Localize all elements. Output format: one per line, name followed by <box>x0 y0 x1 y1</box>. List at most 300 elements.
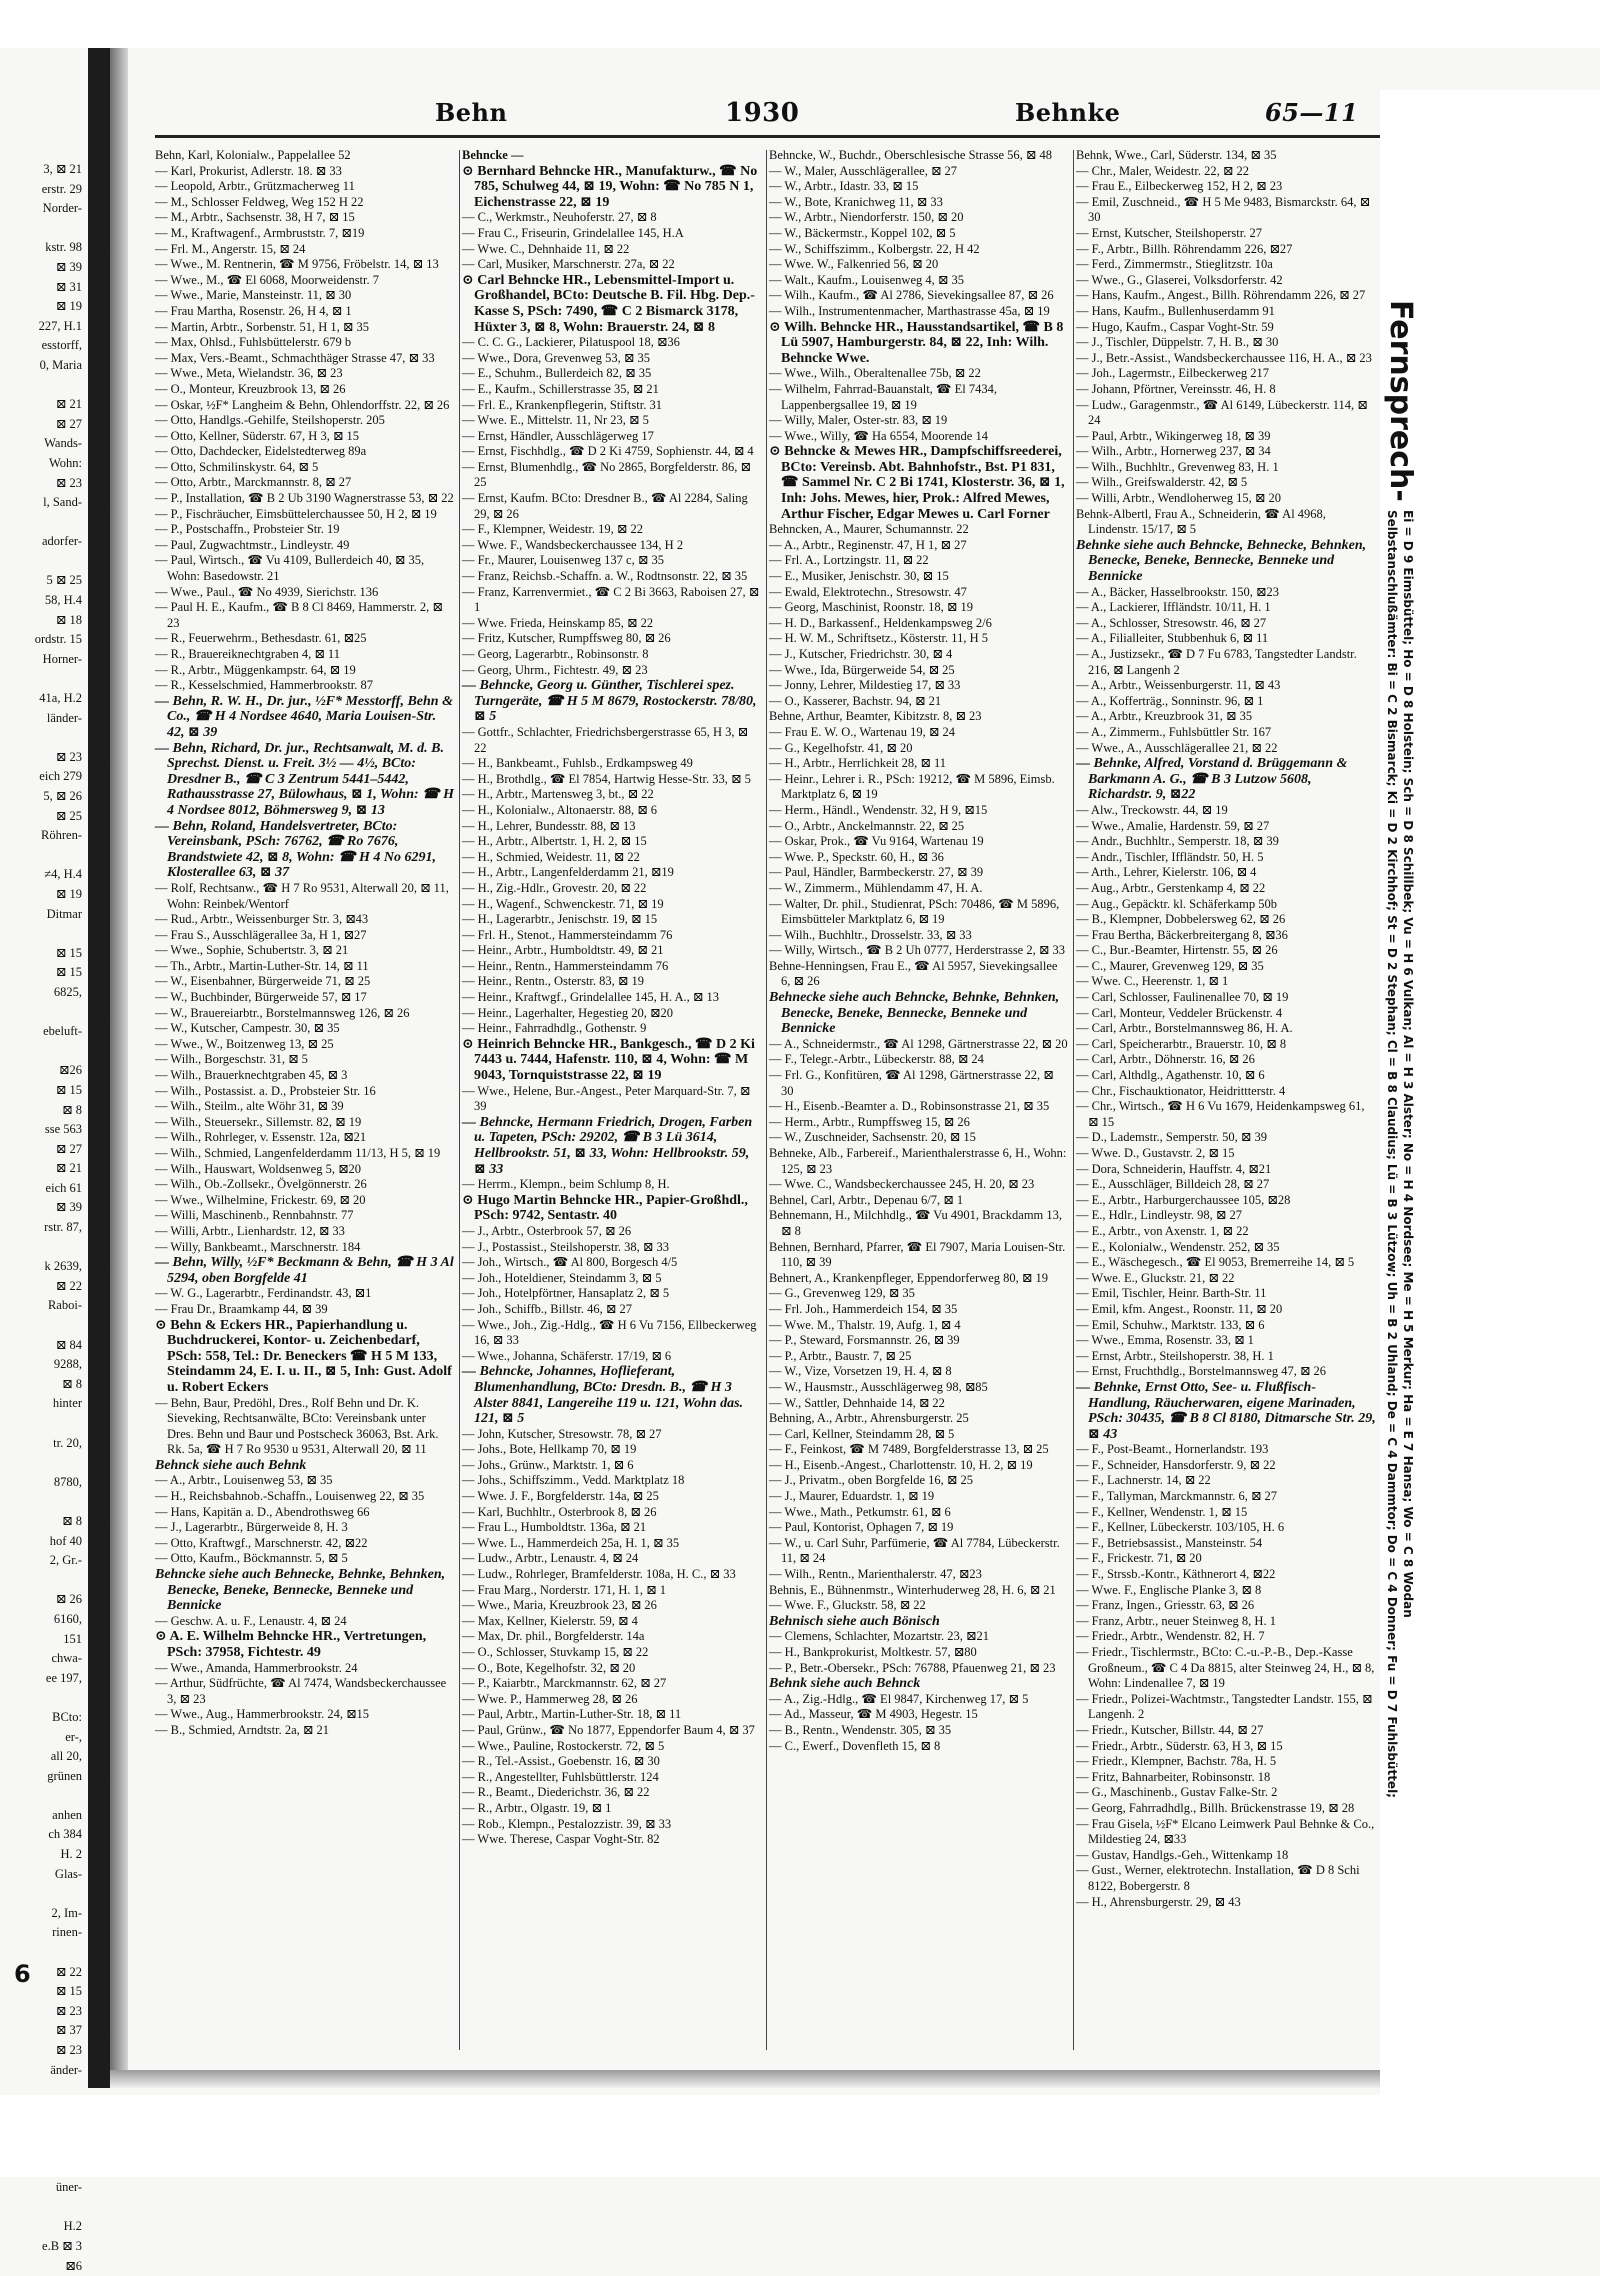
directory-entry: — Walt., Kaufm., Louisenweg 4, ⊠ 35 <box>769 272 964 287</box>
directory-entry: — Dora, Schneiderin, Hauffstr. 4, ⊠21 <box>1076 1161 1272 1176</box>
left-page-fragment-line: ⊠ 39 <box>55 1200 82 1215</box>
directory-entry: — Frau Marg., Norderstr. 171, H. 1, ⊠ 1 <box>462 1582 666 1597</box>
left-page-fragment-line: ⊠ 21 <box>55 397 82 412</box>
directory-entry: — Heinr., Lehrer i. R., PSch: 19212, ☎ M 5896, Eimsb. Marktplatz 6, ⊠ 19 <box>769 771 1055 802</box>
directory-entry: — F., Frickestr. 71, ⊠ 20 <box>1076 1551 1202 1566</box>
directory-column-3 <box>769 148 1069 2053</box>
directory-entry: — Carl, Althdlg., Agathenstr. 10, ⊠ 6 <box>1076 1068 1265 1083</box>
directory-entry: — E., Wäschegesch., ☎ El 9053, Bremerreihe 14, ⊠ 5 <box>1076 1255 1355 1270</box>
directory-entry: — Fr., Maurer, Louisenweg 137 c, ⊠ 35 <box>462 553 664 568</box>
directory-entry: — Herm., Händl., Wendenstr. 32, H 9, ⊠15 <box>769 802 988 817</box>
directory-entry: — Ludw., Garagenmstr., ☎ Al 6149, Lübeckerstr. 114, ⊠ 24 <box>1076 397 1368 428</box>
directory-column-4 <box>1076 148 1376 2053</box>
directory-entry: — Hans, Kaufm., Angest., Billh. Röhrendamm 226, ⊠ 27 <box>1076 288 1366 303</box>
directory-entry: — Aug., Gepäcktr. kl. Schäferkamp 50b <box>1076 896 1277 911</box>
directory-entry: — Wilh., Ob.-Zollsekr., Övelgönnerstr. 26 <box>155 1177 367 1192</box>
directory-entry: — Ludw., Arbtr., Lenaustr. 4, ⊠ 24 <box>462 1551 639 1566</box>
directory-entry: — Wilhelm, Fahrrad-Bauanstalt, ☎ El 7434, Lappenbergsallee 19, ⊠ 19 <box>769 381 997 412</box>
left-page-fragment-line: ⊠ 15 <box>55 945 82 960</box>
directory-entry: — Wilh., Kaufm., ☎ Al 2786, Sievekingsallee 87, ⊠ 26 <box>769 288 1054 303</box>
left-page-fragment-line <box>0 1414 86 1434</box>
directory-entry: — H., Bankbeamt., Fuhlsb., Erdkampsweg 49 <box>462 756 693 771</box>
left-page-fragment-line: üner- <box>55 2180 82 2195</box>
left-page-fragment-line: grünen <box>47 1768 82 1783</box>
left-page-fragment-line <box>0 1943 86 1963</box>
directory-entry: Behnck siehe auch Behnk <box>155 1457 307 1473</box>
side-strip-line: Selbstanschlußämter: Bi = C 2 Bismarck; Ki = D 2 Kirchhof; St = D 2 Stephan; Cl = B 8 Claudius; Lü = B 3 Lützow; Uh = B 2 Uhland; De = C 4 Dammtor; Do = C 4 Donner; Fu = D 7 Fuhlsbüttel; <box>1385 510 1399 1798</box>
directory-entry: — Clemens, Schlachter, Mozartstr. 23, ⊠21 <box>769 1629 990 1644</box>
directory-entry: — Frl. H., Stenot., Hammersteindamm 76 <box>462 927 673 942</box>
left-page-fragment-line <box>0 1884 86 1904</box>
directory-entry: — A., Lackierer, Iffländstr. 10/11, H. 1 <box>1076 600 1271 615</box>
directory-entry: — Wwe., A., Ausschlägerallee 21, ⊠ 22 <box>1076 740 1278 755</box>
left-page-fragment-line: änder- <box>50 2062 82 2077</box>
directory-entry: — J., Postassist., Steilshoperstr. 38, ⊠ 33 <box>462 1239 670 1254</box>
directory-entry: — O., Arbtr., Anckelmannstr. 22, ⊠ 25 <box>769 818 965 833</box>
directory-entry: — P., Fischräucher, Eimsbüttelerchaussee 50, H 2, ⊠ 19 <box>155 506 437 521</box>
directory-entry: — Arth., Lehrer, Kielerstr. 106, ⊠ 4 <box>1076 865 1257 880</box>
directory-entry: — W., Kutscher, Campestr. 30, ⊠ 35 <box>155 1021 340 1036</box>
left-page-fragment-line: 9288, <box>53 1357 82 1372</box>
directory-entry: — Carl, Arbtr., Borstelmannsweg 86, H. A. <box>1076 1021 1293 1036</box>
directory-entry: — G., Kegelhofstr. 41, ⊠ 20 <box>769 740 913 755</box>
directory-entry: — Wilh., Hauswart, Woldsenweg 5, ⊠20 <box>155 1161 362 1176</box>
left-page-fragment-line: k 2639, <box>44 1259 82 1274</box>
directory-entry: — Franz, Ingen., Griesstr. 63, ⊠ 26 <box>1076 1598 1255 1613</box>
directory-entry: — Emil, Tischler, Heinr. Barth-Str. 11 <box>1076 1286 1267 1301</box>
directory-entry: — W., Brauereiarbtr., Borstelmannsweg 126, ⊠ 26 <box>155 1005 410 1020</box>
directory-entry: — Behncke, Georg u. Günther, Tischlerei spez. Turngeräte, ☎ H 5 M 8679, Rostockerstr. 78/80, ⊠ 5 <box>462 678 757 725</box>
directory-entry: — Wilh., Buchhltr., Drosselstr. 33, ⊠ 33 <box>769 927 972 942</box>
left-page-fragment-line: 6160, <box>53 1611 82 1626</box>
column-divider <box>766 150 767 2050</box>
left-page-fragment-line: ⊠ 23 <box>55 2043 82 2057</box>
directory-entry: — Wwe. C., Dehnhaide 11, ⊠ 22 <box>462 241 630 256</box>
directory-entry: — Oskar, Prok., ☎ Vu 9164, Wartenau 19 <box>769 834 984 849</box>
directory-entry: — Franz, Reichsb.-Schaffn. a. W., Rodtnsonstr. 22, ⊠ 35 <box>462 569 748 584</box>
left-page-fragment-line: 58, H.4 <box>44 593 82 608</box>
directory-entry: — Wwe., Meta, Wielandstr. 36, ⊠ 23 <box>155 366 343 381</box>
column-divider <box>459 150 460 2050</box>
left-page-fragment-line: e.B ⊠ 3 <box>42 2238 82 2253</box>
left-page-fragment-line: chwa- <box>51 1651 82 1666</box>
directory-entry: Behnemann, H., Milchhdlg., ☎ Vu 4901, Brackdamm 13, ⊠ 8 <box>769 1208 1063 1238</box>
directory-entry: — Paul, Kontorist, Ophagen 7, ⊠ 19 <box>769 1520 954 1535</box>
directory-entry: — Alw., Treckowstr. 44, ⊠ 19 <box>1076 802 1228 817</box>
directory-entry: — Carl, Arbtr., Döhnerstr. 16, ⊠ 26 <box>1076 1052 1255 1067</box>
directory-entry: — Willi, Arbtr., Wendloherweg 15, ⊠ 20 <box>1076 491 1282 506</box>
directory-entry: — O., Monteur, Kreuzbrook 13, ⊠ 26 <box>155 381 346 396</box>
directory-entry: — Paul H. E., Kaufm., ☎ B 8 Cl 8469, Hammerstr. 2, ⊠ 23 <box>155 600 443 630</box>
left-page-fragment-line: H.2 <box>63 2219 82 2234</box>
directory-entry: — Ernst, Arbtr., Steilshoperstr. 38, H. 1 <box>1076 1348 1274 1363</box>
directory-entry: — Max, Vers.-Beamt., Schmachthäger Strasse 47, ⊠ 33 <box>155 350 435 365</box>
left-page-fragment-line: l, Sand- <box>43 495 82 510</box>
directory-entry: — Ferd., Zimmermstr., Stieglitzstr. 10a <box>1076 257 1273 272</box>
directory-entry: — Georg, Uhrm., Fichtestr. 49, ⊠ 23 <box>462 662 648 677</box>
directory-entry: — E., Arbtr., Harburgerchaussee 105, ⊠28 <box>1076 1192 1291 1207</box>
left-page-fragment-line: BCto: <box>52 1709 82 1724</box>
directory-entry: — Behncke, Johannes, Hoflieferant, Blumenhandlung, BCto: Dresdn. B., ☎ H 3 Alster 8841, Langereihe 119 u. 121, Wohn das. 121, ⊠ 5 <box>462 1364 744 1427</box>
directory-entry: — Joh., Lagermstr., Eilbeckerweg 217 <box>1076 366 1270 381</box>
directory-entry: — Wwe., W., Boitzenweg 13, ⊠ 25 <box>155 1036 334 1051</box>
directory-entry: — J., Kutscher, Friedrichstr. 30, ⊠ 4 <box>769 647 953 661</box>
directory-entry: — F., Kellner, Wendenstr. 1, ⊠ 15 <box>1076 1504 1248 1519</box>
directory-entry: — A., Arbtr., Kreuzbrook 31, ⊠ 35 <box>1076 709 1253 724</box>
directory-entry: — H., Eisenb.-Angest., Charlottenstr. 10, H. 2, ⊠ 19 <box>769 1457 1033 1472</box>
left-page-fragment-line: ch 384 <box>48 1827 82 1842</box>
directory-entry: Behne, Arthur, Beamter, Kibitzstr. 8, ⊠ 23 <box>769 709 982 724</box>
directory-entry: — Wwe., Maria, Kreuzbrook 23, ⊠ 26 <box>462 1598 657 1613</box>
left-page-fragment-line: ⊠ 25 <box>55 808 82 823</box>
directory-entry: — Chr., Maler, Weidestr. 22, ⊠ 22 <box>1076 163 1249 178</box>
left-page-number: 6 <box>14 1960 31 1988</box>
directory-entry: — Karl, Prokurist, Adlerstr. 18. ⊠ 33 <box>155 163 342 178</box>
directory-entry: — Paul, Arbtr., Martin-Luther-Str. 18, ⊠ 11 <box>462 1707 682 1722</box>
directory-entry: — Heinr., Rentn., Osterstr. 83, ⊠ 19 <box>462 974 644 989</box>
directory-entry: — A., Justizsekr., ☎ D 7 Fu 6783, Tangstedter Landstr. 216, ⊠ Langenh 2 <box>1076 647 1357 677</box>
directory-entry: — Wwe., Wilhelmine, Frickestr. 69, ⊠ 20 <box>155 1192 366 1207</box>
directory-entry: — Carl, Musiker, Marschnerstr. 27a, ⊠ 22 <box>462 257 675 272</box>
left-page-fragment-line: anhen <box>52 1807 82 1822</box>
directory-entry: — A., Kofferträg., Sonninstr. 96, ⊠ 1 <box>1076 693 1264 708</box>
left-page-fragment-line: Norder- <box>42 201 82 216</box>
directory-entry: Behnert, A., Krankenpfleger, Eppendorferweg 80, ⊠ 19 <box>769 1270 1048 1285</box>
left-page-fragment-line: ⊠ 27 <box>55 1141 82 1156</box>
directory-entry: — Wilh., Postassist. a. D., Probsteier Str. 16 <box>155 1083 376 1098</box>
directory-entry: — Carl, Kellner, Steindamm 28, ⊠ 5 <box>769 1426 955 1441</box>
directory-entry: — E., Schuhm., Bullerdeich 82, ⊠ 35 <box>462 366 652 381</box>
directory-entry: — Heinr., Arbtr., Humboldtstr. 49, ⊠ 21 <box>462 943 664 958</box>
directory-entry: — Frau Dr., Braamkamp 44, ⊠ 39 <box>155 1301 328 1316</box>
directory-entry: — Wwe., Amalie, Hardenstr. 59, ⊠ 27 <box>1076 818 1270 833</box>
directory-entry: ⊙ Hugo Martin Behncke HR., Papier-Großhdl., PSch: 9742, Sentastr. 40 <box>462 1192 748 1224</box>
directory-entry: — Frl. Joh., Hammerdeich 154, ⊠ 35 <box>769 1301 958 1316</box>
directory-entry: — John, Kutscher, Stresowstr. 78, ⊠ 27 <box>462 1426 662 1441</box>
directory-entry: — Wwe. E., Gluckstr. 21, ⊠ 22 <box>1076 1270 1235 1285</box>
left-page-fragment-line: kstr. 98 <box>45 240 82 255</box>
directory-entry: — Wwe., Helene, Bur.-Angest., Peter Marquard-Str. 7, ⊠ 39 <box>462 1083 751 1114</box>
left-page-fragment-line: ⊠ 37 <box>55 2023 82 2038</box>
directory-entry: — F., Schneider, Hansdorferstr. 9, ⊠ 22 <box>1076 1457 1276 1472</box>
directory-entry: — Th., Arbtr., Martin-Luther-Str. 14, ⊠ 11 <box>155 958 369 973</box>
directory-entry: — P., Steward, Forsmannstr. 26, ⊠ 39 <box>769 1333 960 1348</box>
directory-entry: — Heinr., Kraftwgf., Grindelallee 145, H. A., ⊠ 13 <box>462 990 719 1005</box>
directory-entry: — E., Kaufm., Schillerstrasse 35, ⊠ 21 <box>462 381 659 396</box>
directory-entry: — H., Schmied, Weidestr. 11, ⊠ 22 <box>462 849 640 864</box>
left-page-fragment-line <box>0 513 86 533</box>
directory-entry: — R., Arbtr., Olgastr. 19, ⊠ 1 <box>462 1800 612 1815</box>
directory-entry: — Wwe. E., Mittelstr. 11, Nr 23, ⊠ 5 <box>462 413 649 428</box>
directory-entry: — Franz, Arbtr., neuer Steinweg 8, H. 1 <box>1076 1613 1276 1628</box>
directory-entry: — A., Arbtr., Weissenburgerstr. 11, ⊠ 43 <box>1076 678 1281 693</box>
directory-entry: Behnk siehe auch Behnck <box>769 1676 921 1692</box>
directory-entry: — Wwe. W., Falkenried 56, ⊠ 20 <box>769 257 939 272</box>
directory-entry: — Otto, Dachdecker, Eidelstedterweg 89a <box>155 444 367 459</box>
directory-entry: Behnk-Albertl, Frau A., Schneiderin, ☎ Al 4968, Lindenstr. 15/17, ⊠ 5 <box>1076 506 1326 537</box>
left-page-fragment-line: 5 ⊠ 25 <box>46 573 82 588</box>
left-page-fragment-line: Röhren- <box>41 828 82 843</box>
directory-entry: — G., Maschinenb., Gustav Falke-Str. 2 <box>1076 1785 1278 1800</box>
directory-entry: — Ludw., Rohrleger, Bramfelderstr. 108a, H. C., ⊠ 33 <box>462 1567 736 1582</box>
directory-entry: — Behnke, Ernst Otto, See- u. Flußfisch-Handlung, Räucherwaren, eigene Marinaden, PSch: 30435, ☎ B 8 Cl 8180, Ditmarsche Str. 29, ⊠ 43 <box>1076 1379 1376 1442</box>
directory-entry: — F., Kellner, Lübeckerstr. 103/105, H. 6 <box>1076 1520 1285 1535</box>
left-page-fragment-line: Raboi- <box>47 1298 82 1313</box>
left-page-fragment-line <box>0 1492 86 1512</box>
directory-entry: — Wwe. J. F., Borgfelderstr. 14a, ⊠ 25 <box>462 1489 659 1504</box>
directory-entry: — Wwe. F., Wandsbeckerchaussee 134, H 2 <box>462 537 684 552</box>
directory-entry: — Willi, Maschinenb., Rennbahnstr. 77 <box>155 1208 354 1223</box>
directory-entry: — Ewald, Elektrotechn., Stresowstr. 47 <box>769 584 967 599</box>
directory-entry: — W., Maler, Ausschlägerallee, ⊠ 27 <box>769 163 958 178</box>
directory-entry: — Behn, R. W. H., Dr. jur., ½F* Messtorff, Behn & Co., ☎ H 4 Nordsee 4640, Maria Louisen-Str. 42, ⊠ 39 <box>155 693 453 740</box>
directory-entry: — Frau Martha, Rosenstr. 26, H 4, ⊠ 1 <box>155 303 352 318</box>
directory-entry: — Wilh., Steuersekr., Sillemstr. 82, ⊠ 19 <box>155 1114 362 1129</box>
directory-entry: — Behnke, Alfred, Vorstand d. Brüggemann & Barkmann A. G., ☎ B 3 Lutzow 5608, Richardstr. 9, ⊠22 <box>1076 756 1348 803</box>
directory-entry: — Johs., Schiffszimm., Vedd. Marktplatz 18 <box>462 1473 685 1488</box>
left-page-fragment-line <box>0 2198 86 2218</box>
page-header <box>155 98 1380 134</box>
left-page-fragment-line: ⊠ 22 <box>55 1964 82 1979</box>
left-page-fragment-line: ⊠ 21 <box>55 1161 82 1176</box>
left-page-fragment-line: ⊠ 31 <box>55 279 82 294</box>
left-page-fragment-line: eich 61 <box>45 1180 82 1195</box>
directory-entry: — H., Kolonialw., Altonaerstr. 88, ⊠ 6 <box>462 802 658 817</box>
directory-entry: — Jonny, Lehrer, Mildestieg 17, ⊠ 33 <box>769 678 961 693</box>
scan-margin-top <box>0 0 1600 48</box>
left-page-fragment-line: hof 40 <box>49 1533 82 1548</box>
directory-entry: — Geschw. A. u. F., Lenaustr. 4, ⊠ 24 <box>155 1613 347 1628</box>
directory-entry: — Wwe., Johanna, Schäferstr. 17/19, ⊠ 6 <box>462 1348 672 1363</box>
directory-entry: — Friedr., Polizei-Wachtmstr., Tangstedter Landstr. 155, ⊠ Langenh. 2 <box>1076 1691 1373 1722</box>
directory-entry: — Carl, Monteur, Veddeler Brückenstr. 4 <box>1076 1005 1283 1020</box>
left-page-fragment-line: 2, Gr.- <box>49 1553 82 1568</box>
left-page-fragment-line: ⊠ 23 <box>55 475 82 490</box>
directory-entry: — Paul, Händler, Barmbeckerstr. 27, ⊠ 39 <box>769 865 984 880</box>
left-page-fragment-line <box>0 728 86 748</box>
left-page-fragment <box>0 160 86 2273</box>
directory-entry: Behnisch siehe auch Bönisch <box>769 1613 940 1629</box>
left-page-fragment-line <box>0 552 86 572</box>
directory-entry: — W., Bäckermstr., Koppel 102, ⊠ 5 <box>769 225 956 240</box>
directory-entry: — A., Arbtr., Louisenweg 53, ⊠ 35 <box>155 1473 333 1488</box>
directory-entry: — F., Post-Beamt., Hornerlandstr. 193 <box>1076 1442 1269 1457</box>
directory-entry: — Wwe., Marie, Mansteinstr. 11, ⊠ 30 <box>155 288 352 303</box>
left-page-fragment-line: ⊠26 <box>59 1063 82 1078</box>
directory-entry: — H., Bankprokurist, Moltkestr. 57, ⊠80 <box>769 1645 977 1659</box>
directory-entry: — Wwe., Wilh., Oberaltenallee 75b, ⊠ 22 <box>769 366 981 381</box>
directory-entry: — C., Werkmstr., Neuhoferstr. 27, ⊠ 8 <box>462 210 657 225</box>
directory-entry: — A., Bäcker, Hasselbrookstr. 150, ⊠23 <box>1076 584 1280 599</box>
directory-entry: — Behn, Roland, Handelsvertreter, BCto: Vereinsbank, PSch: 76762, ☎ Ro 7676, Brandstwiete 42, ⊠ 8, Wohn: ☎ H 4 No 6291, Klosterallee 63, ⊠ 37 <box>155 818 437 881</box>
directory-entry: — H. D., Barkassenf., Heldenkampsweg 2/6 <box>769 615 992 630</box>
directory-entry: — Wwe., Paul., ☎ No 4939, Sierichstr. 136 <box>155 584 379 599</box>
left-page-fragment-line: all 20, <box>50 1749 82 1764</box>
directory-entry: — Paul, Arbtr., Wikingerweg 18, ⊠ 39 <box>1076 428 1271 443</box>
directory-entry: — O., Schlosser, Stuvkamp 15, ⊠ 22 <box>462 1645 649 1659</box>
directory-entry: — Hugo, Kaufm., Caspar Voght-Str. 59 <box>1076 319 1274 334</box>
directory-entry: — Otto, Schmilinskystr. 64, ⊠ 5 <box>155 459 319 474</box>
directory-entry: — F., Klempner, Weidestr. 19, ⊠ 22 <box>462 522 643 537</box>
directory-entry: — Wwe. Therese, Caspar Voght-Str. 82 <box>462 1832 660 1847</box>
directory-entry: — Fritz, Kutscher, Rumpffsweg 80, ⊠ 26 <box>462 631 671 646</box>
left-page-fragment-line <box>0 669 86 689</box>
directory-entry: — A., Filialleiter, Stubbenhuk 6, ⊠ 11 <box>1076 631 1269 646</box>
left-page-fragment-line: ⊠ 18 <box>55 612 82 627</box>
left-page-fragment-line <box>0 1453 86 1473</box>
directory-entry: Behnel, Carl, Arbtr., Depenau 6/7, ⊠ 1 <box>769 1192 964 1207</box>
directory-entry: — Johs., Grünw., Marktstr. 1, ⊠ 6 <box>462 1457 634 1472</box>
directory-entry: — M., Arbtr., Sachsenstr. 38, H 7, ⊠ 15 <box>155 210 355 225</box>
directory-entry: — Friedr., Arbtr., Süderstr. 63, H 3, ⊠ 15 <box>1076 1738 1283 1753</box>
directory-entry: — Ernst, Kaufm. BCto: Dresdner B., ☎ Al 2284, Saling 29, ⊠ 26 <box>462 491 748 521</box>
directory-entry: — F., Strssb.-Kontr., Käthnerort 4, ⊠22 <box>1076 1567 1276 1582</box>
directory-entry: — Joh., Hoteldiener, Steindamm 3, ⊠ 5 <box>462 1270 662 1285</box>
directory-entry: — W., u. Carl Suhr, Parfümerie, ☎ Al 7784, Lübeckerstr. 11, ⊠ 24 <box>769 1535 1060 1566</box>
directory-entry: — W., Hausmstr., Ausschlägerweg 98, ⊠85 <box>769 1379 988 1394</box>
page-bottom-shadow <box>110 2070 1380 2088</box>
left-page-fragment-line <box>0 1688 86 1708</box>
directory-entry: ⊙ Behncke & Mewes HR., Dampfschiffsreederei, BCto: Vereinsb. Abt. Bahnhofstr., Bst. P1 831, ☎ Sammel Nr. C 2 Bi 1741, Klosterstr. 36, ⊠ 1, Inh: Johs. Mewes, hier, Prok.: Alfred Mewes, Arthur Fischer, Edgar Mewes u. Carl Forner <box>769 444 1065 522</box>
directory-entry: — H., Ahrensburgerstr. 29, ⊠ 43 <box>1076 1894 1241 1909</box>
directory-entry: — H., Arbtr., Herrlichkeit 28, ⊠ 11 <box>769 756 946 771</box>
left-page-fragment-line: ⊠ 23 <box>55 749 82 764</box>
book-gutter <box>88 48 110 2088</box>
left-page-fragment-line <box>0 924 86 944</box>
left-page-fragment-line: ⊠ 15 <box>55 965 82 980</box>
directory-entry: — C., Ewerf., Dovenfleth 15, ⊠ 8 <box>769 1738 941 1753</box>
directory-entry: — Wilh., Steilm., alte Wöhr 31, ⊠ 39 <box>155 1099 344 1114</box>
directory-entry: ⊙ Carl Behncke HR., Lebensmittel-Import u. Großhandel, BCto: Deutsche B. Fil. Hbg. Dep.-Kasse S, PSch: 7490, ☎ C 2 Bismarck 3178, Hüxter 3, ⊠ 8, Wohn: Brauerstr. 24, ⊠ 8 <box>462 272 755 335</box>
directory-entry: — Wilh., Rentn., Marienthalerstr. 47, ⊠23 <box>769 1567 982 1582</box>
directory-entry: — Wwe., Dora, Grevenweg 53, ⊠ 35 <box>462 350 650 365</box>
directory-entry: — Wwe., Ida, Bürgerweide 54, ⊠ 25 <box>769 662 955 677</box>
telephone-exchange-strip <box>1383 300 1417 1900</box>
directory-entry: — Frl. M., Angerstr. 15, ⊠ 24 <box>155 241 306 256</box>
directory-entry: — R., Angestellter, Fuhlsbüttlerstr. 124 <box>462 1769 659 1784</box>
left-page-fragment-line: rinen- <box>52 1925 82 1940</box>
directory-entry: — Ernst, Händler, Ausschlägerweg 17 <box>462 428 654 443</box>
directory-entry: — A., Zimmerm., Fuhlsbüttler Str. 167 <box>1076 724 1272 739</box>
directory-entry: — Hans, Kapitän a. D., Abendrothsweg 66 <box>155 1504 370 1519</box>
directory-entry: — J., Lagerarbtr., Bürgerweide 8, H. 3 <box>155 1520 348 1535</box>
directory-entry: — Ernst, Kutscher, Steilshoperstr. 27 <box>1076 225 1262 240</box>
directory-entry: — B., Rentn., Wendenstr. 305, ⊠ 35 <box>769 1722 952 1737</box>
directory-entry: — H. W. M., Schriftsetz., Kösterstr. 11, H 5 <box>769 631 988 646</box>
directory-entry: Behncke, W., Buchdr., Oberschlesische Strasse 56, ⊠ 48 <box>769 148 1052 162</box>
directory-entry: — Wwe. C., Heerenstr. 1, ⊠ 1 <box>1076 974 1229 989</box>
directory-entry: — Willy, Maler, Oster-str. 83, ⊠ 19 <box>769 413 948 428</box>
directory-entry: — W., Buchbinder, Bürgerweide 57, ⊠ 17 <box>155 990 367 1005</box>
directory-entry: — B., Klempner, Dobbelersweg 62, ⊠ 26 <box>1076 912 1286 927</box>
directory-entry: — Friedr., Kutscher, Billstr. 44, ⊠ 27 <box>1076 1722 1264 1737</box>
directory-entry: — R., Tel.-Assist., Goebenstr. 16, ⊠ 30 <box>462 1754 660 1769</box>
directory-entry: — Ad., Masseur, ☎ M 4903, Hegestr. 15 <box>769 1707 978 1722</box>
left-page-fragment-line: ⊠ 8 <box>62 1513 82 1528</box>
directory-entry: — Georg, Maschinist, Roonstr. 18, ⊠ 19 <box>769 600 973 615</box>
directory-entry: — Andr., Buchhltr., Semperstr. 18, ⊠ 39 <box>1076 834 1279 849</box>
directory-entry: — F., Telegr.-Arbtr., Lübeckerstr. 88, ⊠ 24 <box>769 1052 984 1067</box>
directory-entry: — Friedr., Klempner, Bachstr. 78a, H. 5 <box>1076 1754 1277 1769</box>
directory-entry: — Aug., Arbtr., Gerstenkamp 4, ⊠ 22 <box>1076 880 1266 895</box>
left-page-fragment-line: ee 197, <box>45 1670 82 1685</box>
directory-entry: — M., Schlosser Feldweg, Weg 152 H 22 <box>155 194 364 209</box>
left-page-fragment-line: ⊠ 23 <box>55 2003 82 2018</box>
directory-entry: — Georg, Fahrradhdlg., Billh. Brückenstrasse 19, ⊠ 28 <box>1076 1800 1355 1815</box>
directory-entry: Behneke, Alb., Farbereif., Marienthalerstrasse 6, H., Wohn: 125, ⊠ 23 <box>769 1146 1067 1176</box>
directory-entry: — J., Privatm., oben Borgfelde 16, ⊠ 25 <box>769 1473 973 1488</box>
directory-entry: — Arthur, Südfrüchte, ☎ Al 7474, Wandsbeckerchaussee 3, ⊠ 23 <box>155 1676 447 1706</box>
directory-entry: — J., Betr.-Assist., Wandsbeckerchaussee 116, H. A., ⊠ 23 <box>1076 350 1372 365</box>
left-page-fragment-line: 0, Maria <box>39 357 82 372</box>
directory-entry: — W., Schiffszimm., Kolbergstr. 22, H 42 <box>769 241 980 256</box>
header-year: 1930 <box>725 98 800 128</box>
directory-entry: — E., Kolonialw., Wendenstr. 252, ⊠ 35 <box>1076 1239 1280 1254</box>
directory-entry: ⊙ Wilh. Behncke HR., Hausstandsartikel, ☎ B 8 Lü 5907, Hamburgerstr. 84, ⊠ 22, Inh: Wilh. Behncke Wwe. <box>769 319 1064 366</box>
directory-entry: — Frau E., Eilbeckerweg 152, H 2, ⊠ 23 <box>1076 179 1283 194</box>
left-page-fragment-line: ordstr. 15 <box>34 632 82 647</box>
directory-entry: — Frl. G., Konfitüren, ☎ Al 1298, Gärtnerstrasse 22, ⊠ 30 <box>769 1068 1054 1098</box>
directory-entry: — O., Kasserer, Bachstr. 94, ⊠ 21 <box>769 693 942 708</box>
column-divider <box>1073 150 1074 2050</box>
directory-entry: — Chr., Fischauktionator, Heidrittterstr. 4 <box>1076 1083 1286 1098</box>
directory-entry: — H., Arbtr., Albertstr. 1, H. 2, ⊠ 15 <box>462 834 647 849</box>
directory-entry: — Chr., Wirtsch., ☎ H 6 Vu 1679, Heidenkampsweg 61, ⊠ 15 <box>1076 1099 1365 1129</box>
directory-entry: ⊙ Bernhard Behncke HR., Manufakturw., ☎ No 785, Schulweg 44, ⊠ 19, Wohn: ☎ No 785 N 1, Eichenstrasse 22, ⊠ 19 <box>462 163 758 210</box>
directory-entry: — Paul, Zugwachtmstr., Lindleystr. 49 <box>155 537 350 552</box>
directory-entry: — E., Hdlr., Lindleystr. 98, ⊠ 27 <box>1076 1208 1243 1223</box>
directory-entry: — Wwe. F., Englische Planke 3, ⊠ 8 <box>1076 1582 1262 1597</box>
left-page-fragment-line: 2, Im- <box>51 1905 82 1920</box>
directory-entry: — Wwe. L., Hammerdeich 25a, H. 1, ⊠ 35 <box>462 1535 680 1550</box>
directory-entry: — W., Vize, Vorsetzen 19, H. 4, ⊠ 8 <box>769 1364 952 1379</box>
directory-entry: Behncken, A., Maurer, Schumannstr. 22 <box>769 522 969 537</box>
left-page-fragment-line: länder- <box>46 710 82 725</box>
directory-entry: — Frau L., Humboldtstr. 136a, ⊠ 21 <box>462 1520 647 1535</box>
directory-entry: — Otto, Handlgs.-Gehilfe, Steilshoperstr. 205 <box>155 413 385 428</box>
directory-entry: Behnk, Wwe., Carl, Süderstr. 134, ⊠ 35 <box>1076 148 1277 162</box>
left-page-fragment-line: ⊠ 8 <box>62 1376 82 1391</box>
directory-entry: — Emil, Zuschneid., ☎ H 5 Me 9483, Bismarckstr. 64, ⊠ 30 <box>1076 194 1371 225</box>
directory-entry: — Wwe. C., Wandsbeckerchaussee 245, H. 20, ⊠ 23 <box>769 1177 1035 1192</box>
directory-entry: — Behn, Richard, Dr. jur., Rechtsanwalt, M. d. B. Sprechst. Dienst. u. Freit. 3½ — 4½, BCto: Dresdner B., ☎ C 3 Zentrum 5441–5442, Rathausstrasse 27, Bülowhaus, ⊠ 1, Wohn: ☎ H 4 Nordsee 8012, Böhmersweg 9, ⊠ 13 <box>155 740 454 818</box>
header-right-keyword: Behnke <box>1015 98 1121 127</box>
header-rule <box>155 135 1380 138</box>
left-page-fragment-line: Horner- <box>42 651 82 666</box>
directory-entry: — Georg, Lagerarbtr., Robinsonstr. 8 <box>462 647 649 661</box>
side-strip-line: Ei = D 9 Eimsbüttel; Ho = D 8 Holstein; Sch = D 8 Schillbek; Vu = H 6 Vulkan; Al = H 3 Alster; No = H 4 Nordsee; Me = H 5 Merkur; Ha = E 7 Hansa; Wo = C 8 Wodan <box>1401 510 1415 1618</box>
directory-entry: — Frau E. W. O., Wartenau 19, ⊠ 24 <box>769 724 955 739</box>
directory-entry: — Wilh., Schmied, Langenfelderdamm 11/13, H 5, ⊠ 19 <box>155 1146 441 1160</box>
left-page-fragment-line: 151 <box>63 1631 82 1646</box>
directory-entry: — Frau C., Friseurin, Grindelallee 145, H.A <box>462 225 684 240</box>
directory-entry: — Otto, Kaufm., Böckmannstr. 5, ⊠ 5 <box>155 1551 348 1566</box>
directory-entry: — J., Maurer, Eduardstr. 1, ⊠ 19 <box>769 1489 935 1504</box>
directory-entry: — G., Grevenweg 129, ⊠ 35 <box>769 1286 915 1301</box>
directory-entry: — Wwe. M., Thalstr. 19, Aufg. 1, ⊠ 4 <box>769 1317 961 1332</box>
directory-column-1 <box>155 148 455 2053</box>
directory-entry: — Ernst, Fischhdlg., ☎ D 2 Ki 4759, Sophienstr. 44, ⊠ 4 <box>462 444 754 459</box>
directory-entry: — A., Arbtr., Reginenstr. 47, H 1, ⊠ 27 <box>769 537 967 552</box>
directory-entry: — H., Eisenb.-Beamter a. D., Robinsonstrasse 21, ⊠ 35 <box>769 1099 1050 1114</box>
directory-entry: — Johs., Bote, Hellkamp 70, ⊠ 19 <box>462 1442 637 1457</box>
directory-entry: — Paul, Wirtsch., ☎ Vu 4109, Bullerdeich 40, ⊠ 35, Wohn: Basedowstr. 21 <box>155 553 425 584</box>
directory-entry: — Wwe., M., ☎ El 6068, Moorweidenstr. 7 <box>155 272 379 287</box>
header-left-keyword: Behn <box>435 98 508 127</box>
directory-entry: — Rud., Arbtr., Weissenburger Str. 3, ⊠43 <box>155 912 369 927</box>
directory-entry: — Emil, kfm. Angest., Roonstr. 11, ⊠ 20 <box>1076 1301 1283 1316</box>
directory-entry: — Carl, Speicherarbtr., Brauerstr. 10, ⊠ 8 <box>1076 1036 1287 1051</box>
